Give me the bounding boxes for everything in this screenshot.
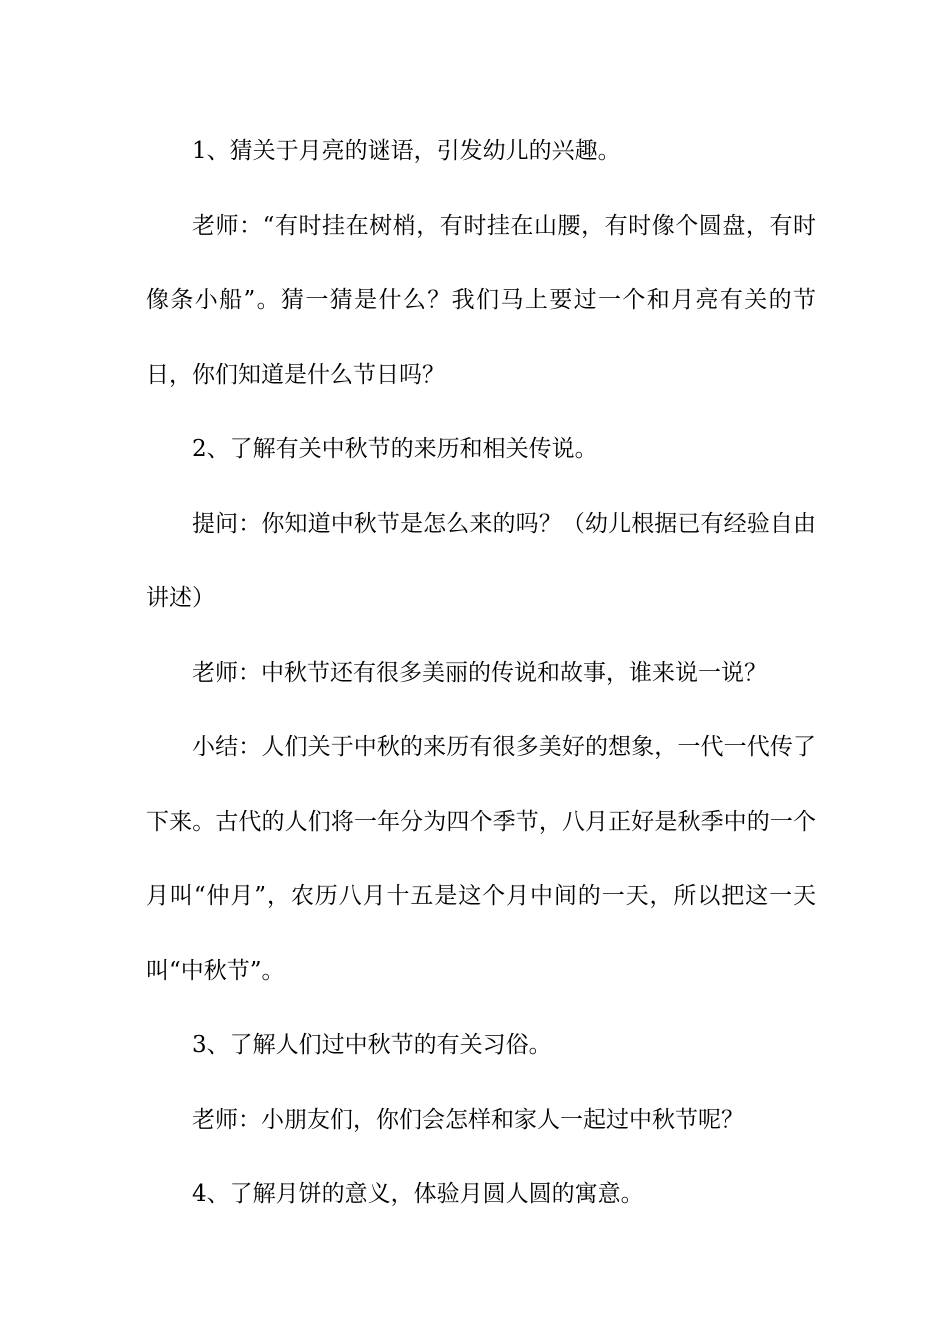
paragraph-step-1-heading: 1、猜关于月亮的谜语，引发幼儿的兴趣。 (192, 138, 621, 164)
paragraph-teacher-riddle: 老师：“有时挂在树梢，有时挂在山腰，有时像个圆盘，有时像条小船”。猜一猜是什么？我们马上要过一个和月亮有关的节日，你们知道是什么节日吗？ (146, 212, 816, 388)
paragraph-step-2-heading: 2、了解有关中秋节的来历和相关传说。 (192, 436, 598, 462)
paragraph-question-origin: 提问：你知道中秋节是怎么来的吗？（幼儿根据已有经验自由讲述） (146, 510, 816, 611)
paragraph-step-3-heading: 3、了解人们过中秋节的有关习俗。 (192, 1032, 552, 1058)
paragraph-summary: 小结：人们关于中秋的来历有很多美好的想象，一代一代传了下来。古代的人们将一年分为四个季节，八月正好是秋季中的一个月叫“仲月”，农历八月十五是这个月中间的一天，所以把这一天叫“中秋节”。 (146, 734, 816, 984)
paragraph-teacher-legends: 老师：中秋节还有很多美丽的传说和故事，谁来说一说？ (192, 659, 767, 686)
paragraph-step-4-heading: 4、了解月饼的意义，体验月圆人圆的寓意。 (192, 1181, 644, 1207)
document-body (146, 114, 816, 1232)
paragraph-teacher-customs: 老师：小朋友们，你们会怎样和家人一起过中秋节呢？ (192, 1106, 744, 1133)
